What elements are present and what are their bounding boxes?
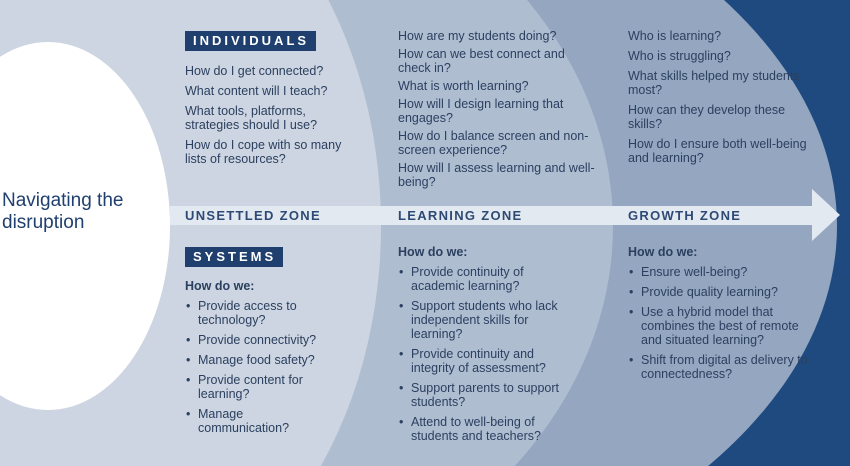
- question-item: How are my students doing?: [398, 29, 557, 43]
- question-item: Who is learning?: [628, 29, 722, 43]
- question-item: How do I ensure both well-being and learning?: [628, 137, 807, 165]
- bullet-item: • Provide continuity of academic learning?: [398, 265, 578, 293]
- bullet-item: • Support students who lack independent skills for learning?: [398, 299, 578, 341]
- question-item: How can they develop these skills?: [628, 103, 786, 131]
- diagram-title: Navigating the disruption: [2, 190, 124, 233]
- bullet-item: • Manage communication?: [185, 407, 335, 435]
- question-item: How will I design learning that engages?: [398, 97, 564, 125]
- question-item: How will I assess learning and well-being?: [398, 161, 595, 189]
- question-item: Who is struggling?: [628, 49, 731, 63]
- bullet-item: • Provide content for learning?: [185, 373, 335, 401]
- growth-systems: [628, 245, 810, 387]
- bullet-item: • Support parents to support students?: [398, 381, 578, 409]
- growth-zone-label: GROWTH ZONE: [628, 208, 742, 223]
- bullet-item: • Provide access to technology?: [185, 299, 335, 327]
- unsettled-systems: [185, 279, 335, 441]
- learning-zone-label: LEARNING ZONE: [398, 208, 523, 223]
- growth-questions: [628, 29, 813, 171]
- bullet-item: • Provide connectivity?: [185, 333, 335, 347]
- question-item: How do I get connected?: [185, 64, 324, 78]
- how-do-we-heading: How do we:: [185, 279, 255, 293]
- question-item: How can we best connect and check in?: [398, 47, 565, 75]
- question-item: What tools, platforms, strategies should I use?: [185, 104, 318, 132]
- systems-label: SYSTEMS: [185, 247, 283, 267]
- bullet-item: • Use a hybrid model that combines the best of remote and situated learning?: [628, 305, 810, 347]
- bullet-item: • Provide quality learning?: [628, 285, 810, 299]
- learning-questions: [398, 29, 595, 193]
- bullet-item: • Ensure well-being?: [628, 265, 810, 279]
- how-do-we-heading: How do we:: [628, 245, 698, 259]
- question-item: What skills helped my students most?: [628, 69, 800, 97]
- question-item: What is worth learning?: [398, 79, 529, 93]
- bullet-item: • Shift from digital as delivery to connectedness?: [628, 353, 810, 381]
- question-item: How do I balance screen and non-screen experience?: [398, 129, 589, 157]
- how-do-we-heading: How do we:: [398, 245, 468, 259]
- bullet-item: • Attend to well-being of students and teachers?: [398, 415, 578, 443]
- individuals-label: INDIVIDUALS: [185, 31, 316, 51]
- bullet-item: • Provide continuity and integrity of assessment?: [398, 347, 578, 375]
- unsettled-questions: [185, 64, 350, 172]
- unsettled-zone-label: UNSETTLED ZONE: [185, 208, 321, 223]
- question-item: What content will I teach?: [185, 84, 328, 98]
- learning-systems: [398, 245, 578, 449]
- question-item: How do I cope with so many lists of resources?: [185, 138, 342, 166]
- bullet-item: • Manage food safety?: [185, 353, 335, 367]
